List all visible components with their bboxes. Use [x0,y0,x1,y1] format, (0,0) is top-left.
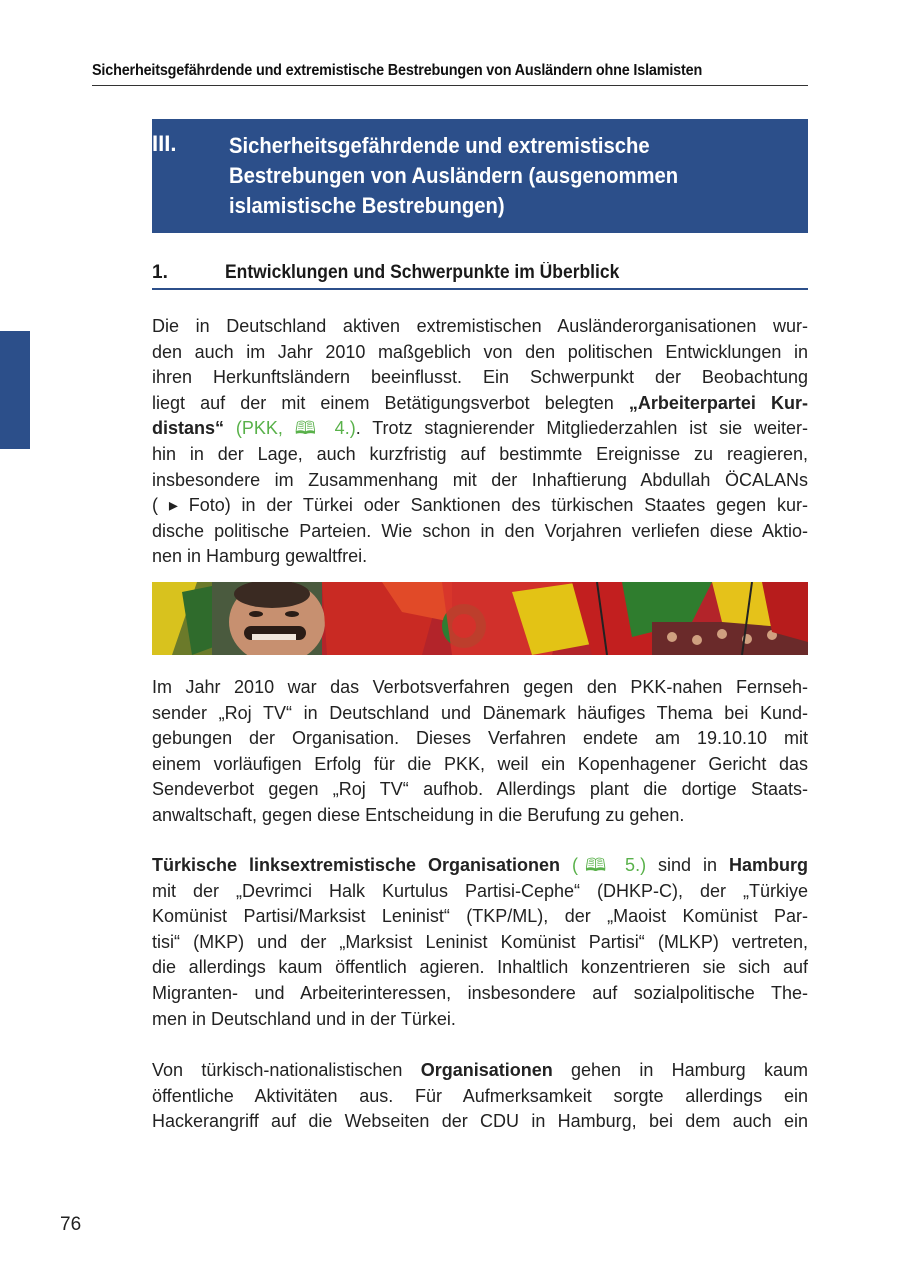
hamburg-bold: Hamburg [728,855,808,875]
running-header: Sicherheitsgefährdende und extremistische Bestrebungen von Ausländern ohne Islamisten [92,62,703,79]
text-line: distans“ (PKK, 🕮 4.). Trotz stagnierender Mitgliederzahlen ist sie weiter- [152,418,808,439]
text-line: ihren Herkunftsländern beeinflusst. Ein Schwerpunkt der Beobachtung [152,367,808,388]
text-line: ( ▸ Foto) in der Türkei oder Sanktionen des türkischen Staates gegen kur- [152,495,808,516]
paragraph-nationalist [152,1058,808,1135]
chapter-title-line: Sicherheitsgefährdende und extremistische [229,133,650,158]
text-line: Von türkisch-nationalistischen Organisationen gehen in Hamburg kaum [152,1060,808,1080]
section-number: 1. [152,262,168,283]
text-line: einem vorläufigen Erfolg für die PKK, weil ein Kopenhagener Gericht das [152,753,808,774]
text-line: hin in der Lage, auch kurzfristig auf bestimmte Ereignisse zu reagieren, [152,443,808,464]
text-line: den auch im Jahr 2010 maßgeblich von den politischen Entwicklungen in [152,341,808,362]
rally-photo-illustration [152,582,808,655]
text-line: Im Jahr 2010 war das Verbotsverfahren gegen den PKK-nahen Fernseh- [152,677,808,697]
chapter-title-line: Bestrebungen von Ausländern (ausgenommen [229,163,679,188]
text-line: Hackerangriff auf die Webseiten der CDU in Hamburg, bei dem auch ein [152,1111,808,1132]
text-line: Komünist Partisi/Marksist Leninist“ (TKP/ML), der „Maoist Komünist Par- [152,906,808,927]
text-line: men in Deutschland und in der Türkei. [152,1008,456,1029]
pkk-name-bold: „Arbeiterpartei Kur- [628,392,808,413]
chapter-title-line: islamistische Bestrebungen) [229,193,505,218]
pkk-name-bold: distans“ [152,418,225,439]
text-line: liegt auf der mit einem Betätigungsverbot belegten „Arbeiterpartei Kur- [152,392,808,413]
organisations-bold: Organisationen [420,1060,553,1080]
text-line: öffentliche Aktivitäten aus. Für Aufmerksamkeit sorgte allerdings ein [152,1085,808,1106]
header-rule [92,85,808,86]
text-line: insbesondere im Zusammenhang mit der Inhaftierung Abdullah ÖCALANs [152,469,808,490]
text-line: anwaltschaft, gegen diese Entscheidung in die Berufung zu gehen. [152,804,685,825]
text-line: mit der „Devrimci Halk Kurtulus Partisi-Cephe“ (DHKP-C), der „Türkiye [152,880,808,901]
paragraph-rojtv [152,675,808,829]
rally-photo [152,582,808,655]
paragraph-intro [152,314,808,570]
text-line: Türkische linksextremistische Organisationen (🕮 5.) sind in Hamburg [152,855,808,875]
section-title: Entwicklungen und Schwerpunkte im Überblick [225,262,620,283]
text-line: gebungen der Organisation. Dieses Verfahren endete am 19.10.10 mit [152,728,808,749]
paragraph-left-extremist [152,853,808,1032]
chapter-number: III. [152,131,177,156]
chapter-heading-box [152,119,808,233]
section-rule [152,288,808,290]
text-line: Migranten- und Arbeiterinteressen, insbesondere auf sozialpolitische The- [152,982,808,1003]
cross-reference-link[interactable]: (PKK, 🕮 4.) [235,418,356,439]
cross-reference-link[interactable]: (🕮 5.) [572,855,647,875]
text-line: nen in Hamburg gewaltfrei. [152,546,368,567]
page-number: 76 [60,1214,82,1235]
text-line: tisi“ (MKP) und der „Marksist Leninist Komünist Partisi“ (MLKP) vertreten, [152,931,808,952]
text-line: sender „Roj TV“ in Deutschland und Dänemark häufiges Thema bei Kund- [152,702,808,723]
text-line: dische politische Parteien. Wie schon in den Vorjahren verliefen diese Aktio- [152,520,808,541]
chapter-title [229,131,744,221]
text-line: Sendeverbot gegen „Roj TV“ aufhob. Allerdings plant die dortige Staats- [152,779,808,800]
chapter-side-tab [0,331,30,449]
text-line: die allerdings kaum öffentlich agieren. Inhaltlich konzentrieren sie sich auf [152,957,808,978]
text-line: Die in Deutschland aktiven extremistischen Ausländerorganisationen wur- [152,316,808,336]
organisations-bold: Türkische linksextremistische Organisationen [152,855,561,875]
